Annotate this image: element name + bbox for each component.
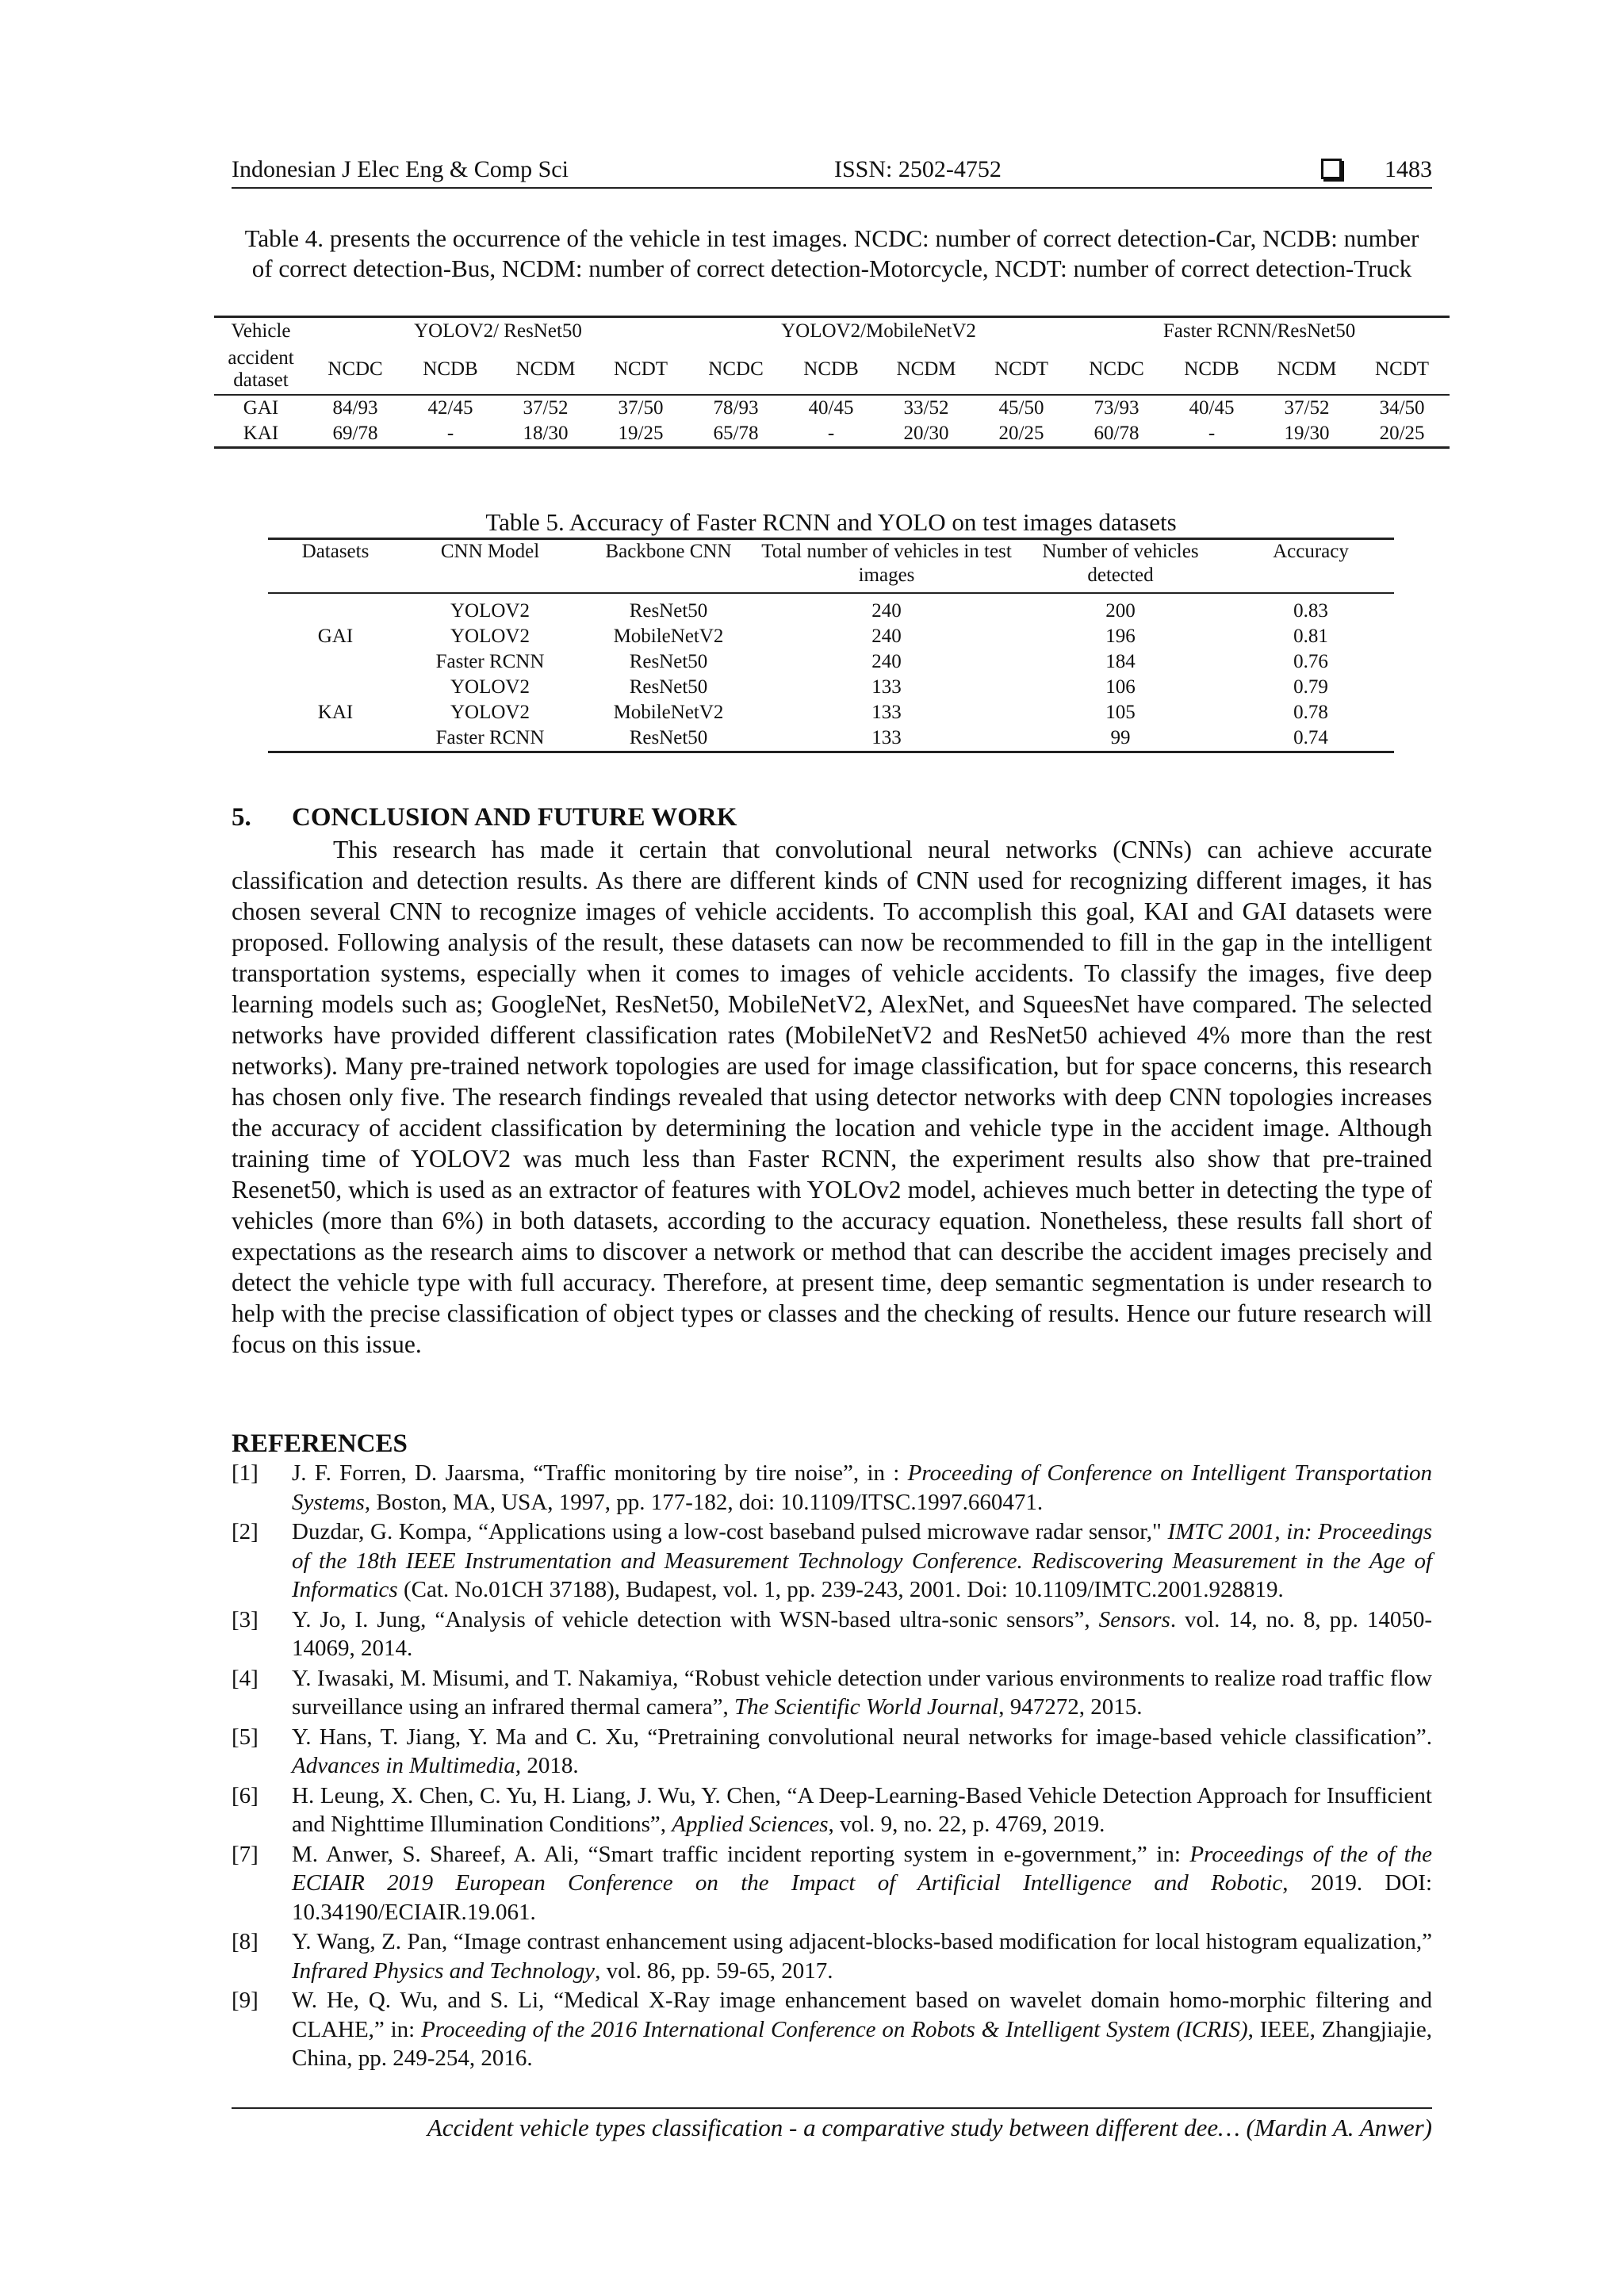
model-cell: YOLOV2 (450, 676, 530, 698)
reference-item (232, 1781, 1432, 1839)
accuracy-cell: 0.78 (1293, 702, 1328, 723)
table4 (214, 316, 1450, 449)
table-cell: 33/52 (903, 397, 949, 419)
section-title: CONCLUSION AND FUTURE WORK (292, 803, 737, 832)
accuracy-cell: 0.79 (1293, 676, 1328, 698)
footer-rule (232, 2107, 1432, 2109)
model-cell: Faster RCNN (403, 725, 577, 752)
header-rule (232, 187, 1432, 189)
table-cell: 19/30 (1259, 421, 1354, 448)
references-heading: REFERENCES (232, 1429, 408, 1458)
table-cell: 78/93 (713, 397, 759, 419)
table4-subcol-header: NCDC (308, 345, 403, 395)
reference-details: , vol. 9, no. 22, p. 4769, 2019. (828, 1812, 1105, 1837)
detected-cell: 200 (1105, 600, 1136, 622)
column-header: Number of vehicles detected (1013, 539, 1228, 594)
dataset-cell: KAI (317, 702, 354, 723)
section-heading (232, 801, 737, 834)
table4-subcol-header: NCDM (879, 345, 974, 395)
backbone-cell: MobileNetV2 (613, 626, 724, 647)
reference-item (232, 1927, 1432, 1985)
reference-details: , IEEE, Zhangjiajie, China, pp. 249-254, 2016. (292, 2016, 1432, 2071)
table4-subcol-header: NCDM (1259, 345, 1354, 395)
table-cell: 69/78 (308, 421, 403, 448)
reference-item (232, 1605, 1432, 1663)
reference-text: Y. Hans, T. Jiang, Y. Ma and C. Xu, “Pretraining convolutional neural networks for image-based vehicle classification”. (292, 1724, 1432, 1750)
table-cell: 20/25 (974, 421, 1069, 448)
column-header: Total number of vehicles in test images (760, 539, 1013, 594)
reference-details: (Cat. No.01CH 37188), Budapest, vol. 1, pp. 239-243, 2001. Doi: 10.1109/IMTC.2001.928819. (397, 1577, 1284, 1602)
total-cell: 133 (871, 702, 902, 723)
detected-cell: 99 (1013, 725, 1228, 752)
table-cell: 45/50 (998, 397, 1044, 419)
reference-details: , 2019. DOI: 10.34190/ECIAIR.19.061. (292, 1870, 1433, 1925)
backbone-cell: MobileNetV2 (613, 702, 724, 723)
reference-venue: The Scientific World Journal (733, 1694, 999, 1720)
column-header: CNN Model (403, 539, 577, 594)
reference-index: [2] (232, 1519, 259, 1544)
table4-group-header: YOLOV2/MobileNetV2 (688, 317, 1069, 346)
reference-index: [9] (232, 1988, 259, 2013)
reference-venue: Sensors (1098, 1606, 1170, 1632)
reference-venue: Infrared Physics and Technology (292, 1957, 596, 1984)
model-cell: Faster RCNN (435, 651, 545, 672)
reference-item (232, 1459, 1432, 1517)
model-cell: YOLOV2 (450, 702, 530, 723)
column-header: Datasets (268, 539, 403, 594)
reference-details: , vol. 86, pp. 59-65, 2017. (595, 1957, 833, 1984)
reference-list (232, 1459, 1432, 2074)
total-cell: 133 (760, 725, 1013, 752)
table-cell: - (783, 421, 879, 448)
table-row (214, 421, 1450, 448)
backbone-cell: ResNet50 (629, 676, 708, 698)
reference-index: [8] (232, 1929, 259, 1954)
table4-caption: Table 4. presents the occurrence of the vehicle in test images. NCDC: number of correct detection-Car, NCDB: number of correct detection-Bus, NCDM: number of correct detection-Motorcycle, NCDT: number of correct detection-Truck (244, 224, 1419, 282)
reference-index: [3] (232, 1606, 259, 1632)
reference-item (232, 1664, 1432, 1722)
table4-dataset-label: accident dataset (214, 345, 308, 395)
issn: ISSN: 2502-4752 (834, 156, 1002, 182)
reference-details: , 947272, 2015. (998, 1694, 1143, 1720)
table5-header-row (268, 539, 1394, 594)
accuracy-cell: 0.83 (1293, 600, 1328, 622)
backbone-cell: ResNet50 (629, 600, 708, 622)
table-row (268, 649, 1394, 675)
table4-subcol-header: NCDC (1069, 345, 1164, 395)
table4-subcol-header: NCDC (688, 345, 783, 395)
detected-cell: 105 (1105, 702, 1136, 723)
journal-name: Indonesian J Elec Eng & Comp Sci (232, 156, 569, 182)
table-cell: 37/50 (618, 397, 664, 419)
table4-vehicle-label: Vehicle (214, 317, 308, 346)
table-row (268, 725, 1394, 752)
table-cell: 20/30 (879, 421, 974, 448)
backbone-cell: ResNet50 (629, 651, 708, 672)
accuracy-cell: 0.81 (1293, 626, 1328, 647)
accuracy-cell: 0.74 (1228, 725, 1394, 752)
dataset-cell (268, 593, 403, 624)
accuracy-cell: 0.76 (1293, 651, 1328, 672)
table5 (268, 538, 1394, 753)
table4-subheader-row (214, 345, 1450, 395)
reference-text: Y. Wang, Z. Pan, “Image contrast enhancement using adjacent-blocks-based modification for local histogram equalization,” (292, 1929, 1432, 1954)
reference-details: , 2018. (515, 1753, 579, 1778)
reference-item (232, 1986, 1432, 2073)
checkbox-square-icon (1321, 159, 1342, 179)
reference-index: [6] (232, 1782, 259, 1808)
total-cell: 133 (871, 676, 902, 698)
reference-index: [4] (232, 1665, 259, 1691)
reference-venue: IMTC 2001, in: Proceedings of the 18th IEEE Instrumentation and Measurement Technology Conference. Rediscovering Measurement in the Age of Informatics (292, 1519, 1433, 1602)
reference-index: [7] (232, 1841, 259, 1867)
detected-cell: 196 (1105, 626, 1136, 647)
table-row (268, 624, 1394, 649)
detected-cell: 184 (1105, 651, 1136, 672)
table-cell: 42/45 (427, 397, 473, 419)
section-number: 5. (232, 803, 251, 832)
reference-venue: Applied Sciences (672, 1812, 829, 1837)
table4-subcol-header: NCDB (783, 345, 879, 395)
table4-row-label: GAI (243, 397, 279, 419)
model-cell: YOLOV2 (450, 626, 530, 647)
reference-details: . vol. 14, no. 8, pp. 14050-14069, 2014. (292, 1606, 1432, 1661)
reference-text: H. Leung, X. Chen, C. Yu, H. Liang, J. Wu, Y. Chen, “A Deep-Learning-Based Vehicle Detection Approach for Insufficient and Nighttime Illumination Conditions”, (292, 1782, 1432, 1837)
reference-item (232, 1517, 1432, 1605)
model-cell: YOLOV2 (450, 600, 530, 622)
backbone-cell: ResNet50 (577, 725, 760, 752)
table4-group-header: YOLOV2/ ResNet50 (308, 317, 688, 346)
table-cell: 40/45 (808, 397, 854, 419)
table-cell: 37/52 (523, 397, 569, 419)
reference-text: Y. Iwasaki, M. Misumi, and T. Nakamiya, “Robust vehicle detection under various environments to realize road traffic flow surveillance using an infrared thermal camera”, (292, 1665, 1432, 1720)
table-row (268, 675, 1394, 700)
table-cell: 84/93 (332, 397, 378, 419)
table-cell: - (1164, 421, 1259, 448)
table-cell: - (403, 421, 498, 448)
table4-group-header-row (214, 317, 1450, 346)
table4-subcol-header: NCDT (974, 345, 1069, 395)
table-cell: 65/78 (688, 421, 783, 448)
table-cell: 60/78 (1069, 421, 1164, 448)
dataset-cell (268, 725, 403, 752)
column-header: Backbone CNN (577, 539, 760, 594)
table4-row-label: KAI (214, 421, 308, 448)
table4-subcol-header: NCDM (498, 345, 593, 395)
total-cell: 240 (871, 626, 902, 647)
table4-group-header: Faster RCNN/ResNet50 (1069, 317, 1450, 346)
table-row (214, 395, 1450, 421)
reference-details: , Boston, MA, USA, 1997, pp. 177-182, doi: 10.1109/ITSC.1997.660471. (364, 1489, 1044, 1515)
running-footer: Accident vehicle types classification - a comparative study between different dee… (Mardin A. Anwer) (427, 2114, 1432, 2141)
table4-subcol-header: NCDB (1164, 345, 1259, 395)
reference-venue: Advances in Multimedia (292, 1753, 515, 1778)
table5-caption: Table 5. Accuracy of Faster RCNN and YOLO on test images datasets (485, 508, 1177, 536)
reference-venue: Proceeding of the 2016 International Conference on Robots & Intelligent System (ICRIS) (421, 2016, 1248, 2042)
reference-text: J. F. Forren, D. Jaarsma, “Traffic monitoring by tire noise”, in : (292, 1460, 908, 1486)
total-cell: 240 (871, 600, 902, 622)
table-cell: 20/25 (1354, 421, 1450, 448)
reference-venue: Proceedings of the of the ECIAIR 2019 European Conference on the Impact of Artificial Intelligence and Robotic (292, 1841, 1432, 1896)
reference-item (232, 1840, 1432, 1927)
total-cell: 240 (871, 651, 902, 672)
table-cell: 19/25 (593, 421, 688, 448)
reference-text: Y. Jo, I. Jung, “Analysis of vehicle detection with WSN-based ultra-sonic sensors”, (292, 1606, 1099, 1632)
dataset-cell (268, 675, 403, 700)
reference-venue: Proceeding of Conference on Intelligent Transportation Systems (292, 1460, 1432, 1515)
page-number: 1483 (1385, 156, 1432, 182)
reference-index: [1] (232, 1460, 259, 1486)
table-row (268, 593, 1394, 624)
table4-subcol-header: NCDB (403, 345, 498, 395)
table-cell: 40/45 (1189, 397, 1235, 419)
table4-subcol-header: NCDT (593, 345, 688, 395)
table-row (268, 700, 1394, 725)
running-header (232, 154, 1432, 186)
reference-text: M. Anwer, S. Shareef, A. Ali, “Smart traffic incident reporting system in e-government,” in: (292, 1841, 1190, 1867)
conclusion-paragraph: This research has made it certain that convolutional neural networks (CNNs) can achieve accurate classification and detection results. As there are different kinds of CNN used for recognizing different images, it has chosen several CNN to recognize images of vehicle accidents. To accomplish this goal, KAI and GAI datasets were proposed. Following analysis of the result, these datasets can now be recommended to fill in the gap in the intelligent transportation systems, especially when it comes to images of vehicle accidents. To classify the images, five deep learning models such as; GoogleNet, ResNet50, MobileNetV2, AlexNet, and SqueesNet have compared. The selected networks have provided different classification rates (MobileNetV2 and ResNet50 achieved 4% more than the rest networks). Many pre-trained network topologies are used for image classification, but for space concerns, this research has chosen only five. The research findings revealed that using detector networks with deep CNN topologies increases the accuracy of accident classification by determining the location and vehicle type in the accident image. Although training time of YOLOV2 was much less than Faster RCNN, the experiment results also show that pre-trained Resenet50, which is used as an extractor of features with YOLOv2 model, achieves much better in detecting the type of vehicles (more than 6%) in both datasets, according to the accuracy equation. Nonetheless, these results fall short of expectations as the research aims to discover a network or method that can describe the accident images precisely and detect the vehicle type with full accuracy. Therefore, at present time, deep semantic segmentation is under research to help with the precise classification of object types or classes and the checking of results. Hence our future research will focus on this issue. (232, 836, 1432, 1358)
reference-item (232, 1723, 1432, 1781)
reference-text: W. He, Q. Wu, and S. Li, “Medical X-Ray image enhancement based on wavelet domain homo-morphic filtering and CLAHE,” in: (292, 1988, 1432, 2042)
table-cell: 37/52 (1284, 397, 1330, 419)
detected-cell: 106 (1105, 676, 1136, 698)
table4-subcol-header: NCDT (1354, 345, 1450, 395)
table-cell: 34/50 (1379, 397, 1425, 419)
dataset-cell: GAI (317, 626, 354, 647)
reference-index: [5] (232, 1724, 259, 1750)
dataset-cell (268, 649, 403, 675)
reference-text: Duzdar, G. Kompa, “Applications using a low-cost baseband pulsed microwave radar sensor," (292, 1519, 1168, 1544)
table-cell: 18/30 (498, 421, 593, 448)
column-header: Accuracy (1228, 539, 1394, 594)
table-cell: 73/93 (1094, 397, 1139, 419)
